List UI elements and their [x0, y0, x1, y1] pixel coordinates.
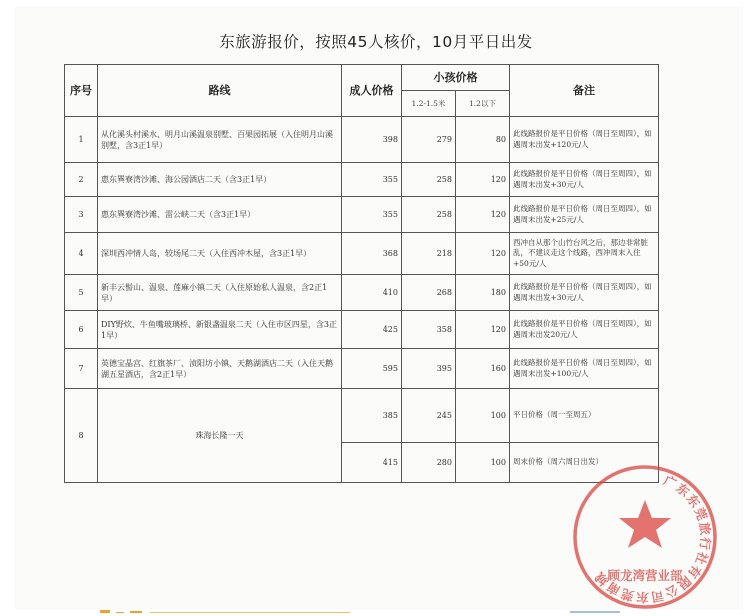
- row-no: 8: [65, 389, 98, 483]
- header-adult-price: 成人价格: [342, 65, 402, 117]
- row-note: 此线路报价是平日价格（周日至周四），如遇周末出发20元/人: [510, 311, 659, 349]
- header-note: 备注: [510, 65, 659, 117]
- cropped-bottom-strip: [60, 602, 620, 613]
- row-route: 惠东巽寮湾沙滩、雷公峡二天（含3正1早）: [98, 197, 342, 233]
- row-adult-price: 385: [342, 389, 402, 443]
- row-child-b-price: 80: [456, 117, 510, 163]
- seal-center-text: 顾龙湾营业部: [607, 568, 683, 583]
- table-row: [65, 117, 659, 163]
- row-adult-price: 415: [342, 443, 402, 483]
- row-child-b-price: 120: [456, 311, 510, 349]
- page-title: 东旅游报价，按照45人核价，10月平日出发: [219, 33, 533, 51]
- row-route: 珠海长隆一天: [98, 389, 342, 483]
- row-child-a-price: 268: [402, 275, 456, 311]
- row-note: 此线路报价是平日价格（周日至周四），如遇周末出发+100元/人: [510, 349, 659, 389]
- row-route: 从化溪头村溪水、明月山溪温泉别墅、百果园拓展（入住明月山溪别墅，含3正1早）: [98, 117, 342, 163]
- row-note: 西冲自从那个山竹台风之后，那边非常脏乱，不建议走这个线路，西冲周末入住+50元/人: [510, 233, 659, 275]
- row-adult-price: 425: [342, 311, 402, 349]
- table-row: [65, 389, 659, 443]
- row-child-b-price: 120: [456, 233, 510, 275]
- row-route: 新丰云髻山、温泉、莲麻小镇二天（入住原始私人温泉，含2正1早）: [98, 275, 342, 311]
- price-table: [64, 64, 659, 483]
- row-route: 惠东巽寮湾沙滩、海公园酒店二天（含3正1早）: [98, 163, 342, 197]
- row-note: 周末价格（周六周日出发）: [510, 443, 659, 483]
- row-child-b-price: 180: [456, 275, 510, 311]
- row-no: 4: [65, 233, 98, 275]
- header-route: 路线: [98, 65, 342, 117]
- seal-ring-text: 广东东莞旅行社有限公司东莞南城: [591, 472, 714, 606]
- row-adult-price: 595: [342, 349, 402, 389]
- row-no: 2: [65, 163, 98, 197]
- table-row: [65, 311, 659, 349]
- row-child-b-price: 120: [456, 197, 510, 233]
- row-adult-price: 410: [342, 275, 402, 311]
- row-child-b-price: 100: [456, 443, 510, 483]
- row-no: 7: [65, 349, 98, 389]
- row-route: DIY野炊、牛鱼嘴玻璃桥、新银盏温泉二天（入住市区四星，含3正1早）: [98, 311, 342, 349]
- table-row: [65, 349, 659, 389]
- header-child-a: 1.2-1.5米: [402, 91, 456, 117]
- row-adult-price: 398: [342, 117, 402, 163]
- row-child-a-price: 395: [402, 349, 456, 389]
- header-no: 序号: [65, 65, 98, 117]
- row-adult-price: 355: [342, 163, 402, 197]
- row-note: 此线路报价是平日价格（周日至周四），如遇周末出发+30元/人: [510, 163, 659, 197]
- row-route: 英德宝晶宫、红旗茶厂、浈阳坊小镇、天鹅湖酒店二天（入住天鹅湖五星酒店，含2正1早）: [98, 349, 342, 389]
- row-note: 平日价格（周一至周五）: [510, 389, 659, 443]
- row-note: 此线路报价是平日价格（周日至周四），如遇周末出发+30元/人: [510, 275, 659, 311]
- row-no: 5: [65, 275, 98, 311]
- row-child-a-price: 358: [402, 311, 456, 349]
- company-seal: [570, 462, 720, 612]
- row-child-a-price: 258: [402, 163, 456, 197]
- row-child-b-price: 120: [456, 163, 510, 197]
- table-row: [65, 233, 659, 275]
- row-no: 6: [65, 311, 98, 349]
- table-row: [65, 197, 659, 233]
- row-child-a-price: 258: [402, 197, 456, 233]
- row-child-a-price: 245: [402, 389, 456, 443]
- row-adult-price: 368: [342, 233, 402, 275]
- header-child-price: 小孩价格: [402, 65, 510, 91]
- row-child-a-price: 218: [402, 233, 456, 275]
- row-child-b-price: 160: [456, 349, 510, 389]
- row-route: 深圳西冲情人岛，较场尾二天（入住西冲木屋，含3正1早）: [98, 233, 342, 275]
- row-adult-price: 355: [342, 197, 402, 233]
- row-no: 1: [65, 117, 98, 163]
- row-note: 此线路报价是平日价格（周日至周四），如遇周末出发+120元/人: [510, 117, 659, 163]
- table-row: [65, 275, 659, 311]
- header-child-b: 1.2以下: [456, 91, 510, 117]
- row-child-a-price: 279: [402, 117, 456, 163]
- row-child-b-price: 100: [456, 389, 510, 443]
- row-no: 3: [65, 197, 98, 233]
- row-child-a-price: 280: [402, 443, 456, 483]
- table-row: [65, 163, 659, 197]
- row-note: 此线路报价是平日价格（周日至周四），如遇周末出发+25元/人: [510, 197, 659, 233]
